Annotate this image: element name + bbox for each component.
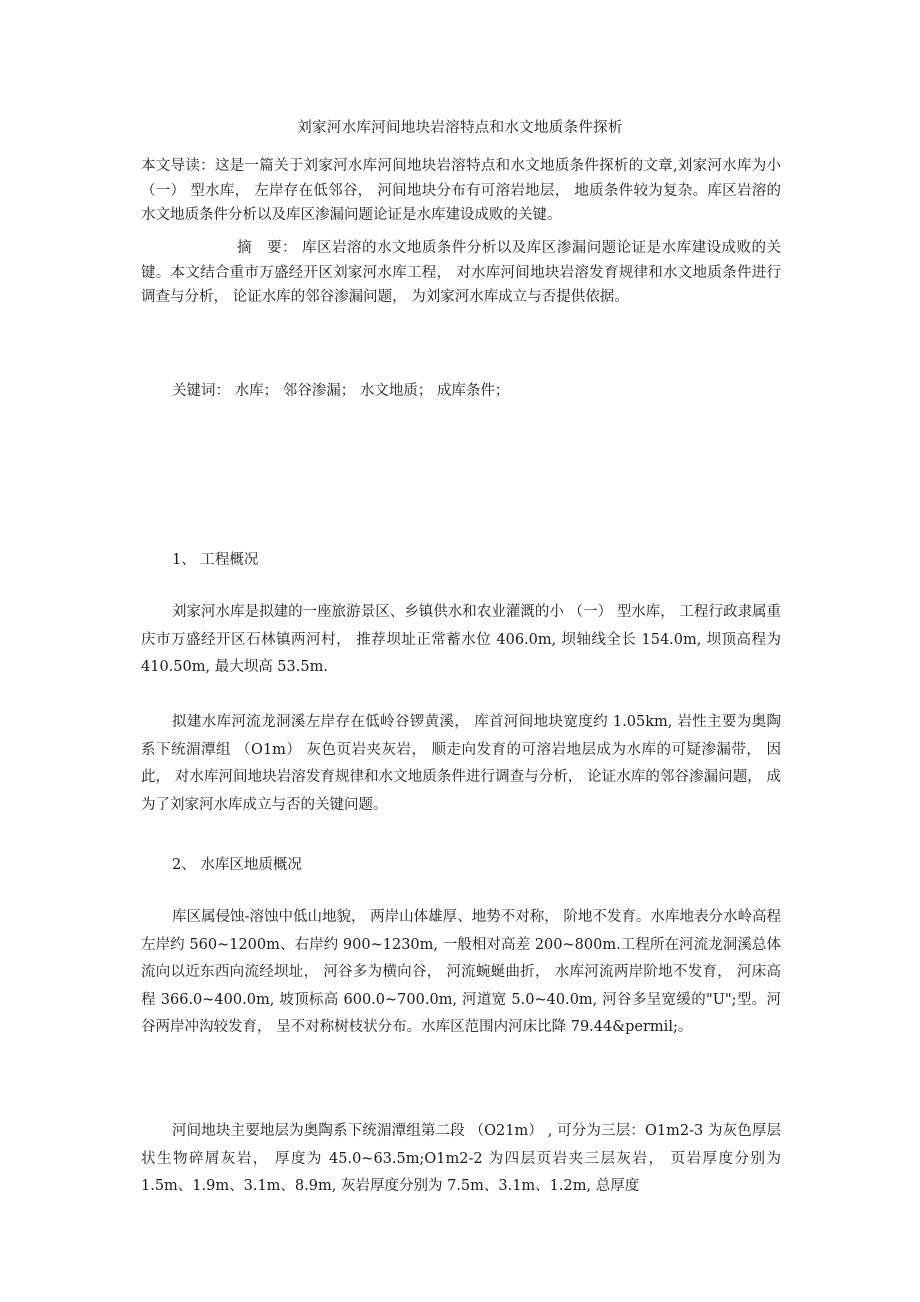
document-title: 刘家河水库河间地块岩溶特点和水文地质条件探析 <box>297 120 623 136</box>
section-2-heading: 2、 水库区地质概况 <box>172 857 302 873</box>
section-1-heading: 1、 工程概况 <box>172 552 259 568</box>
section-1-paragraph-2: 拟建水库河流龙洞溪左岸存在低岭谷锣黄溪， 库首河间地块宽度约 1.05km, 岩性主要为奥陶系下统湄潭组 （O1m） 灰色页岩夹灰岩， 顺走向发育的可溶岩地层成为水库的可疑渗漏带， 因此， 对水库河间地块岩溶发育规律和水文地质条件进行调查与分析， 论证水库的邻谷渗漏问题， 成为了刘家河水库成立与否的关键问题。 <box>141 714 781 813</box>
section-2-paragraph-2: 河间地块主要地层为奥陶系下统湄潭组第二段 （O21m） , 可分为三层：O1m2-3 为灰色厚层状生物碎屑灰岩， 厚度为 45.0~63.5m;O1m2-2 为四层页岩夹三层灰岩， 页岩厚度分别为 1.5m、1.9m、3.1m、8.9m, 灰岩厚度分别为 7.5m、3.1m、1.2m, 总厚度 <box>141 1123 781 1194</box>
keywords-line: 关键词： 水库； 邻谷渗漏； 水文地质； 成库条件； <box>172 383 510 399</box>
section-1-paragraph-1: 刘家河水库是拟建的一座旅游景区、乡镇供水和农业灌溉的小 （一） 型水库， 工程行政隶属重庆市万盛经开区石林镇两河村， 推荐坝址正常蓄水位 406.0m, 坝轴线全长 154.0m, 坝顶高程为 410.50m, 最大坝高 53.5m. <box>141 604 781 675</box>
intro-paragraph: 本文导读：这是一篇关于刘家河水库河间地块岩溶特点和水文地质条件探析的文章,刘家河水库为小 （一） 型水库， 左岸存在低邻谷， 河间地块分布有可溶岩地层， 地质条件较为复杂。库区岩溶的水文地质条件分析以及库区渗漏问题论证是水库建设成败的关键。 <box>141 158 781 223</box>
section-2-paragraph-1: 库区属侵蚀-溶蚀中低山地貌， 两岸山体雄厚、地势不对称， 阶地不发育。水库地表分水岭高程左岸约 560~1200m、右岸约 900~1230m, 一般相对高差 200~800m.工程所在河流龙洞溪总体流向以近东西向流经坝址， 河谷多为横向谷， 河流蜿蜒曲折， 水库河流两岸阶地不发育， 河床高程 366.0~400.0m, 坡顶标高 600.0~700.0m, 河道宽 5.0~40.0m, 河谷多呈宽缓的"U";型。河谷两岸冲沟较发育， 呈不对称树枝状分布。水库区范围内河床比降 79.44&permil;。 <box>141 909 781 1035</box>
abstract-paragraph: 摘 要： 库区岩溶的水文地质条件分析以及库区渗漏问题论证是水库建设成败的关键。本文结合重市万盛经开区刘家河水库工程， 对水库河间地块岩溶发育规律和水文地质条件进行调查与分析， 论证水库的邻谷渗漏问题， 为刘家河水库成立与否提供依据。 <box>141 240 781 305</box>
